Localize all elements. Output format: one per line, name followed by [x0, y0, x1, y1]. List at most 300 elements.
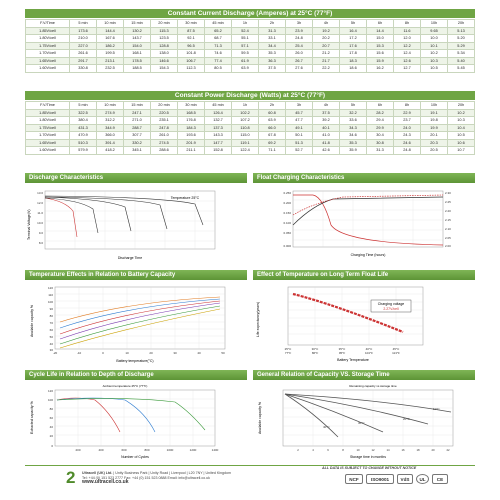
table-cell: 35.3 — [340, 139, 367, 147]
discharge-ytick: 10.0 — [37, 221, 43, 225]
table-row — [26, 27, 475, 35]
table-cell: 12.6 — [394, 57, 421, 65]
table-cell: 345.1 — [124, 147, 151, 155]
table-cell: 247.8 — [151, 124, 178, 132]
table-cell: 16.4 — [340, 27, 367, 35]
discharge-ytick: 12.0 — [37, 201, 43, 205]
cycle-header: Cycle Life in Relation to Depth of Discharge — [25, 370, 247, 380]
temp-float-annotation: 2.27V/cell — [383, 307, 399, 311]
retention-chart — [253, 382, 475, 462]
float-ytick-right: 2.00 — [445, 244, 451, 248]
table-cell: 19.2 — [313, 27, 340, 35]
table-cell: 312.2 — [97, 117, 124, 125]
table-cell: 168.1 — [124, 50, 151, 58]
temp-cap-ytick: 110 — [48, 293, 53, 297]
table-cell: 24.8 — [286, 35, 313, 43]
table-cell: 10.5 — [448, 132, 475, 140]
cycle-xtick: 600 — [121, 448, 127, 452]
table-cell: 49.1 — [286, 124, 313, 132]
table-cell: 22.2 — [313, 65, 340, 73]
company-address: | Unity Business Park | Unity Road | Liverpool | L20 7NY | United Kingdom — [113, 471, 232, 475]
table-header-cell: 5h — [340, 20, 367, 28]
temp-float-xtick: 25°C — [284, 347, 292, 351]
table-cell: 71.3 — [205, 42, 232, 50]
table-cell: 1.75V/cell — [26, 42, 70, 50]
table-cell: 69.2 — [259, 139, 286, 147]
retention-xtick: 16 — [401, 448, 405, 452]
float-ytick: 0.100 — [283, 221, 291, 225]
table-header-cell: 5 min — [70, 20, 97, 28]
cycle-chart — [25, 382, 247, 462]
temp-cap-ytick: 120 — [47, 286, 53, 290]
table-cell: 1.85V/cell — [26, 27, 70, 35]
temp-cap-xtick: 10 — [125, 351, 129, 355]
table-cell: 1.70V/cell — [26, 132, 70, 140]
current-table-title: Constant Current Discharge (Amperes) at 25°C (77°F) — [25, 9, 475, 18]
table-cell: 26.0 — [286, 50, 313, 58]
table-cell: 31.3 — [367, 147, 394, 155]
table-cell: 10.2 — [421, 50, 448, 58]
iso9001-badge: ISO9001 — [366, 474, 394, 484]
table-cell: 37.5 — [313, 109, 340, 117]
table-cell: 10.4 — [448, 124, 475, 132]
table-cell: 10.7 — [448, 147, 475, 155]
table-header-cell: 1h — [232, 102, 259, 110]
table-header-cell: 20 min — [151, 102, 178, 110]
discharge-ylabel: Terminal Voltage(V) — [27, 209, 31, 240]
float-chart — [253, 185, 475, 267]
table-cell: 32.2 — [340, 109, 367, 117]
table-cell: 87.5 — [178, 27, 205, 35]
table-cell: 29.9 — [367, 124, 394, 132]
table-cell: 30.8 — [367, 139, 394, 147]
table-cell: 12.2 — [394, 42, 421, 50]
float-ytick-right: 2.05 — [445, 236, 451, 240]
table-row — [26, 35, 475, 43]
temp-float-xtick: 40°C — [365, 347, 373, 351]
table-cell: 45.7 — [286, 109, 313, 117]
discharge-chart — [25, 185, 247, 267]
table-cell: 35.9 — [340, 147, 367, 155]
retention-legend: Remaining capacity vs storage time — [349, 384, 397, 388]
cycle-xtick: 800 — [144, 448, 150, 452]
table-header-cell: 1h — [232, 20, 259, 28]
table-cell: 291.7 — [70, 57, 97, 65]
table-cell: 322.5 — [70, 109, 97, 117]
temp-cap-xtick: 0 — [102, 351, 104, 355]
float-ytick: 0.000 — [283, 244, 291, 248]
table-cell: 11.6 — [394, 27, 421, 35]
temp-cap-xtick: 20 — [149, 351, 153, 355]
cycle-xtick: 400 — [98, 448, 104, 452]
float-ytick: 0.150 — [283, 211, 291, 215]
vds-badge: VdS — [397, 474, 413, 484]
float-ytick-right: 2.25 — [445, 200, 451, 204]
temp-cap-ytick: 100 — [47, 300, 53, 304]
table-cell: 102.2 — [232, 109, 259, 117]
float-header: Float Charging Characteristics — [253, 173, 475, 183]
table-cell: 144.4 — [97, 27, 124, 35]
table-cell: 288.7 — [124, 124, 151, 132]
table-cell: 5.34 — [448, 50, 475, 58]
cycle-ytick: 0 — [51, 444, 53, 448]
table-header-cell: 2h — [259, 102, 286, 110]
table-cell: 201.9 — [178, 139, 205, 147]
table-cell: 115.0 — [232, 132, 259, 140]
table-cell: 15.3 — [367, 42, 394, 50]
table-header-cell: 45 min — [205, 102, 232, 110]
table-header-cell: 3h — [286, 20, 313, 28]
table-row — [26, 42, 475, 50]
table-cell: 5.29 — [448, 42, 475, 50]
float-ytick: 0.250 — [283, 191, 291, 195]
temp-float-xtick: 45°C — [392, 347, 400, 351]
temp-float-xtick2: 86°F — [311, 351, 319, 355]
temp-cap-ytick: 90 — [49, 307, 53, 311]
table-cell: 173.6 — [70, 27, 97, 35]
table-cell: 188.5 — [124, 65, 151, 73]
retention-xlabel: Storage time in months — [350, 455, 386, 459]
table-cell: 10.3 — [421, 57, 448, 65]
table-cell: 57.1 — [232, 42, 259, 50]
retention-xtick: 22 — [446, 448, 450, 452]
table-cell: 40.1 — [313, 124, 340, 132]
float-ytick-right: 2.15 — [445, 218, 451, 222]
table-cell: 143.3 — [205, 132, 232, 140]
table-cell: 52.4 — [232, 27, 259, 35]
table-cell: 51.3 — [286, 139, 313, 147]
table-cell: 5.13 — [448, 27, 475, 35]
discharge-ytick: 9.0 — [38, 231, 43, 235]
temp-cap-xtick: 50 — [221, 351, 225, 355]
table-header-cell: 30 min — [178, 102, 205, 110]
temp-cap-ytick: 30 — [49, 348, 53, 352]
table-row — [26, 124, 475, 132]
table-cell: 344.9 — [97, 124, 124, 132]
table-cell: 132.7 — [205, 117, 232, 125]
table-cell: 42.6 — [313, 147, 340, 155]
table-cell: 37.5 — [259, 65, 286, 73]
table-row — [26, 109, 475, 117]
table-cell: 391.4 — [97, 139, 124, 147]
discharge-legend: Temperature 25°C — [170, 196, 200, 200]
company-name: Ultracell (UK) Ltd. — [82, 471, 113, 475]
table-cell: 138.0 — [151, 50, 178, 58]
temp-cap-xtick: -20 — [52, 351, 58, 355]
retention-xtick: 4 — [312, 448, 314, 452]
table-cell: 26.7 — [286, 57, 313, 65]
table-cell: 176.8 — [178, 117, 205, 125]
ul-badge: UL — [416, 474, 429, 484]
temp-cap-xtick: 30 — [173, 351, 177, 355]
table-cell: 15.9 — [367, 57, 394, 65]
table-cell: 261.6 — [70, 50, 97, 58]
temp-float-header: Effect of Temperature on Long Term Float Life — [253, 270, 475, 280]
table-header-cell: 4h — [313, 102, 340, 110]
table-cell: 232.5 — [97, 65, 124, 73]
table-cell: 34.4 — [259, 42, 286, 50]
table-cell: 101.8 — [178, 50, 205, 58]
table-cell: 107.2 — [232, 117, 259, 125]
cycle-xlabel: Number of Cycles — [121, 455, 149, 459]
table-cell: 18.6 — [340, 65, 367, 73]
table-header-cell: 10h — [421, 20, 448, 28]
table-cell: 247.1 — [124, 109, 151, 117]
table-cell: 1.85V/cell — [26, 109, 70, 117]
table-cell: 154.0 — [124, 42, 151, 50]
table-cell: 510.3 — [70, 139, 97, 147]
table-cell: 21.7 — [313, 57, 340, 65]
temp-float-xtick2: 113°F — [392, 351, 400, 355]
cycle-xtick: 1200 — [189, 448, 197, 452]
cycle-ytick: 60 — [49, 416, 53, 420]
table-cell: 60.8 — [259, 109, 286, 117]
retention-xtick: 18 — [416, 448, 420, 452]
table-cell: 68.7 — [205, 35, 232, 43]
table-cell: 1.65V/cell — [26, 139, 70, 147]
table-cell: 193.6 — [178, 132, 205, 140]
table-cell: 307.7 — [124, 132, 151, 140]
table-cell: 17.8 — [340, 50, 367, 58]
table-header-cell: 20h — [448, 20, 475, 28]
ncf-badge: NCF — [345, 474, 363, 484]
temp-cap-xtick: -10 — [76, 351, 82, 355]
temp-cap-ytick: 50 — [49, 335, 53, 339]
temp-float-xlabel: Battery Temperature — [337, 358, 369, 362]
table-cell: 18.3 — [340, 57, 367, 65]
table-cell: 63.9 — [232, 65, 259, 73]
table-cell: 168.5 — [178, 109, 205, 117]
table-cell: 24.0 — [394, 124, 421, 132]
cycle-ytick: 40 — [49, 425, 53, 429]
temp-float-xtick: 35°C — [338, 347, 346, 351]
table-cell: 22.9 — [394, 109, 421, 117]
table-cell: 24.8 — [394, 147, 421, 155]
table-cell: 20.2 — [313, 35, 340, 43]
table-cell: 80.5 — [205, 65, 232, 73]
table-cell: 74.6 — [205, 50, 232, 58]
float-ytick-right: 2.10 — [445, 227, 451, 231]
disclaimer: ALL DATA IS SUBJECT TO CHANGE WITHOUT NOTICE — [322, 466, 417, 470]
table-cell: 77.4 — [205, 57, 232, 65]
retention-xtick: 8 — [342, 448, 344, 452]
table-cell: 123.5 — [151, 35, 178, 43]
table-cell: 579.9 — [70, 147, 97, 155]
table-cell: 55.1 — [232, 35, 259, 43]
table-cell: 63.9 — [259, 117, 286, 125]
table-cell: 41.8 — [313, 139, 340, 147]
table-cell: 431.3 — [70, 124, 97, 132]
cycle-ytick: 20 — [49, 434, 53, 438]
table-cell: 271.0 — [124, 117, 151, 125]
temp-float-chart — [253, 282, 475, 367]
table-header-cell: 8h — [394, 102, 421, 110]
table-cell: 15.0 — [367, 35, 394, 43]
cycle-ytick: 100 — [47, 398, 53, 402]
table-cell: 199.5 — [97, 50, 124, 58]
table-cell: 36.3 — [259, 57, 286, 65]
company-website[interactable]: www.ultracell.co.uk — [82, 479, 129, 486]
table-row — [26, 65, 475, 73]
table-cell: 470.9 — [70, 132, 97, 140]
table-cell: 10.5 — [421, 65, 448, 73]
discharge-header: Discharge Characteristics — [25, 173, 247, 183]
retention-ylabel: Available capacity % — [258, 401, 262, 434]
table-cell: 119.1 — [232, 139, 259, 147]
table-cell: 12.0 — [394, 35, 421, 43]
retention-xtick: 6 — [327, 448, 329, 452]
table-cell: 20.7 — [313, 42, 340, 50]
retention-curve-label: 10°C — [433, 407, 440, 411]
float-xlabel: Charging Time (hours) — [350, 253, 386, 257]
table-cell: 210.0 — [70, 35, 97, 43]
table-cell: 24.6 — [394, 139, 421, 147]
table-cell: 67.8 — [259, 132, 286, 140]
float-ytick: 0.050 — [283, 231, 291, 235]
table-cell: 14.4 — [367, 27, 394, 35]
table-cell: 10.0 — [421, 35, 448, 43]
table-header-cell: 3h — [286, 102, 313, 110]
temp-cap-xtick: 40 — [197, 351, 201, 355]
table-cell: 47.7 — [286, 117, 313, 125]
discharge-ytick: 8.0 — [38, 241, 43, 245]
table-cell: 23.7 — [394, 117, 421, 125]
table-cell: 178.5 — [124, 57, 151, 65]
page-number: 2 — [66, 468, 76, 487]
table-header-cell: 10 min — [97, 102, 124, 110]
table-cell: 10.3 — [448, 117, 475, 125]
table-header-cell: 2h — [259, 20, 286, 28]
table-cell: 1.60V/cell — [26, 147, 70, 155]
table-cell: 34.3 — [340, 124, 367, 132]
table-cell: 15.6 — [367, 50, 394, 58]
table-cell: 126.4 — [205, 109, 232, 117]
table-cell: 115.3 — [151, 27, 178, 35]
cycle-legend: Ambient temperature 25°C (77°F) — [102, 384, 148, 388]
table-cell: 154.3 — [151, 65, 178, 73]
retention-curve-label: 30°C — [358, 421, 365, 425]
temp-capacity-xlabel: Battery temperature(°C) — [116, 359, 154, 363]
discharge-ytick: 11.0 — [37, 211, 43, 215]
table-cell: 5.45 — [448, 65, 475, 73]
table-cell: 59.5 — [232, 50, 259, 58]
table-cell: 31.3 — [259, 27, 286, 35]
temp-float-ylabel: Life expectancy(years) — [256, 301, 260, 337]
table-row — [26, 147, 475, 155]
table-cell: 19.9 — [421, 124, 448, 132]
table-cell: 330.8 — [70, 65, 97, 73]
table-row — [26, 139, 475, 147]
table-cell: 34.6 — [340, 132, 367, 140]
table-cell: 10.1 — [421, 42, 448, 50]
table-cell: 220.5 — [151, 109, 178, 117]
table-cell: 17.6 — [340, 42, 367, 50]
retention-xtick: 12 — [371, 448, 375, 452]
table-cell: 143.7 — [124, 35, 151, 43]
table-cell: 1.80V/cell — [26, 117, 70, 125]
table-cell: 20.5 — [421, 147, 448, 155]
table-cell: 41.0 — [313, 132, 340, 140]
table-cell: 330.2 — [124, 139, 151, 147]
power-table-title: Constant Power Discharge (Watts) at 25°C (77°F) — [25, 91, 475, 100]
temp-float-annotation: Charging voltage — [377, 302, 405, 306]
table-cell: 39.2 — [313, 117, 340, 125]
table-cell: 28.2 — [367, 109, 394, 117]
temp-cap-ytick: 60 — [49, 328, 53, 332]
table-header-cell: 10 min — [97, 20, 124, 28]
cycle-ytick: 80 — [49, 407, 53, 411]
table-cell: 1.65V/cell — [26, 57, 70, 65]
table-cell: 186.2 — [97, 42, 124, 50]
retention-curve-label: 20°C — [403, 417, 410, 421]
table-cell: 366.0 — [97, 132, 124, 140]
table-cell: 12.7 — [394, 65, 421, 73]
table-row — [26, 50, 475, 58]
temp-float-xtick: 30°C — [311, 347, 319, 351]
table-cell: 33.6 — [340, 117, 367, 125]
table-cell: 106.7 — [178, 57, 205, 65]
table-cell: 146.6 — [151, 57, 178, 65]
table-cell: 66.0 — [259, 124, 286, 132]
table-header-cell: 8h — [394, 20, 421, 28]
table-cell: 35.3 — [259, 50, 286, 58]
table-cell: 92.1 — [178, 35, 205, 43]
table-cell: 261.0 — [151, 132, 178, 140]
retention-header: General Relation of Capacity VS. Storage Time — [253, 370, 475, 380]
temp-cap-ytick: 40 — [49, 342, 53, 346]
cycle-xtick: 1000 — [166, 448, 174, 452]
table-cell: 5.40 — [448, 57, 475, 65]
table-header-cell: 20h — [448, 102, 475, 110]
temp-float-xtick2: 104°F — [364, 351, 374, 355]
table-cell: 10.2 — [448, 109, 475, 117]
table-cell: 112.3 — [178, 65, 205, 73]
table-cell: 147.7 — [205, 139, 232, 147]
table-cell: 5.20 — [448, 35, 475, 43]
table-cell: 110.8 — [232, 124, 259, 132]
table-cell: 29.4 — [367, 117, 394, 125]
temp-cap-ytick: 80 — [49, 314, 53, 318]
table-header-row — [26, 20, 475, 28]
retention-xtick: 10 — [356, 448, 360, 452]
table-cell: 184.3 — [178, 124, 205, 132]
table-cell: 24.3 — [394, 132, 421, 140]
temp-float-xtick2: 77°F — [284, 351, 292, 355]
table-cell: 235.1 — [151, 117, 178, 125]
table-cell: 19.8 — [421, 117, 448, 125]
table-cell: 61.9 — [232, 57, 259, 65]
table-cell: 33.1 — [259, 35, 286, 43]
table-header-cell: 6h — [367, 102, 394, 110]
table-header-cell: 15 min — [124, 20, 151, 28]
ce-badge: CE — [432, 474, 448, 484]
retention-xtick: 14 — [386, 448, 390, 452]
table-row — [26, 57, 475, 65]
table-cell: 137.3 — [205, 124, 232, 132]
table-cell: 227.0 — [70, 42, 97, 50]
retention-xtick: 2 — [297, 448, 299, 452]
table-header-cell: 5 min — [70, 102, 97, 110]
retention-xtick: 20 — [431, 448, 435, 452]
table-cell: 1.80V/cell — [26, 35, 70, 43]
table-cell: 19.1 — [421, 109, 448, 117]
table-cell: 274.9 — [97, 109, 124, 117]
footer-address-block — [82, 471, 231, 485]
float-ytick-right: 2.20 — [445, 209, 451, 213]
table-cell: 213.1 — [97, 57, 124, 65]
cycle-xtick: 200 — [75, 448, 81, 452]
discharge-ytick: 13.0 — [37, 191, 43, 195]
